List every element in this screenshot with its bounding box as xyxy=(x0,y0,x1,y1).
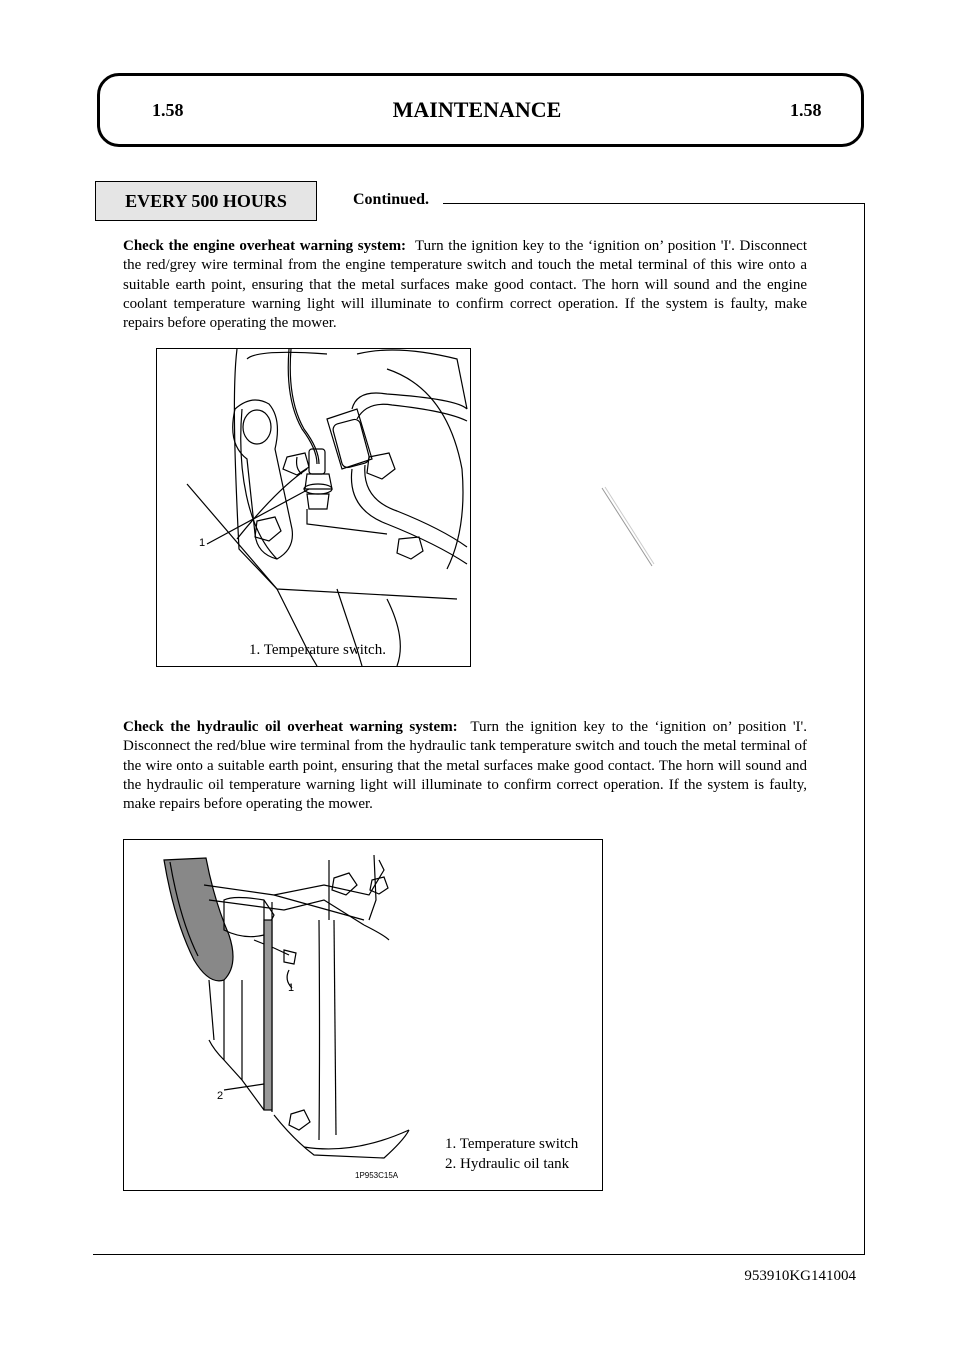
engine-check-paragraph xyxy=(123,237,807,333)
stray-scan-mark xyxy=(598,484,658,570)
figure2-legend-item-1: 1. Temperature switch xyxy=(445,1136,579,1152)
figure1-callout-1: 1 xyxy=(199,537,206,549)
figure2-code: 1P953C15A xyxy=(355,1171,399,1180)
figure1-caption: 1. Temperature switch. xyxy=(249,642,386,658)
frame-bottom-rule xyxy=(93,1254,865,1255)
figure2-legend xyxy=(445,1134,578,1174)
hydraulic-check-body: Turn the ignition key to the ‘ignition on’ position 'I'. Disconnect the red/blue wire terminal from the hydraulic tank temperature switch and touch the metal terminal of the wire onto a suitable earth point, ensuring that the metal surfaces make good contact. The horn will sound and the hydraulic oil temperature warning light will illuminate to confirm correct operation. If the system is faulty, make repairs before operating the mower. xyxy=(123,719,807,813)
hydraulic-check-paragraph xyxy=(123,718,807,814)
frame-right-rule xyxy=(864,203,865,1255)
page-number-right: 1.58 xyxy=(790,100,822,120)
continued-label: Continued. xyxy=(353,191,430,208)
section-tab-label: EVERY 500 HOURS xyxy=(125,190,287,211)
figure-hydraulic-tank xyxy=(123,839,603,1191)
page-title: MAINTENANCE xyxy=(392,97,562,122)
frame-top-rule xyxy=(443,203,865,204)
hydraulic-check-heading: Check the hydraulic oil overheat warning system: xyxy=(123,719,458,735)
engine-check-heading: Check the engine overheat warning system: xyxy=(123,238,407,254)
engine-illustration xyxy=(157,349,470,666)
figure2-legend-item-2: 2. Hydraulic oil tank xyxy=(445,1156,570,1172)
page-number-left: 1.58 xyxy=(152,100,184,120)
figure2-callout-2: 2 xyxy=(217,1090,224,1102)
figure2-callout-1: 1 xyxy=(288,982,295,994)
engine-check-body: Turn the ignition key to the ‘ignition on’ position 'I'. Disconnect the red/grey wire terminal from the engine temperature switch and touch the metal terminal of this wire onto a suitable earth point, ensuring that the metal surfaces make good contact. The horn will sound and the engine coolant temperature warning light will illuminate to confirm correct operation. If the system is faulty, make repairs before operating the mower. xyxy=(123,238,807,332)
document-number: 953910KG141004 xyxy=(744,1268,856,1284)
section-tab xyxy=(95,181,317,221)
figure-engine-temperature-switch xyxy=(156,348,471,667)
